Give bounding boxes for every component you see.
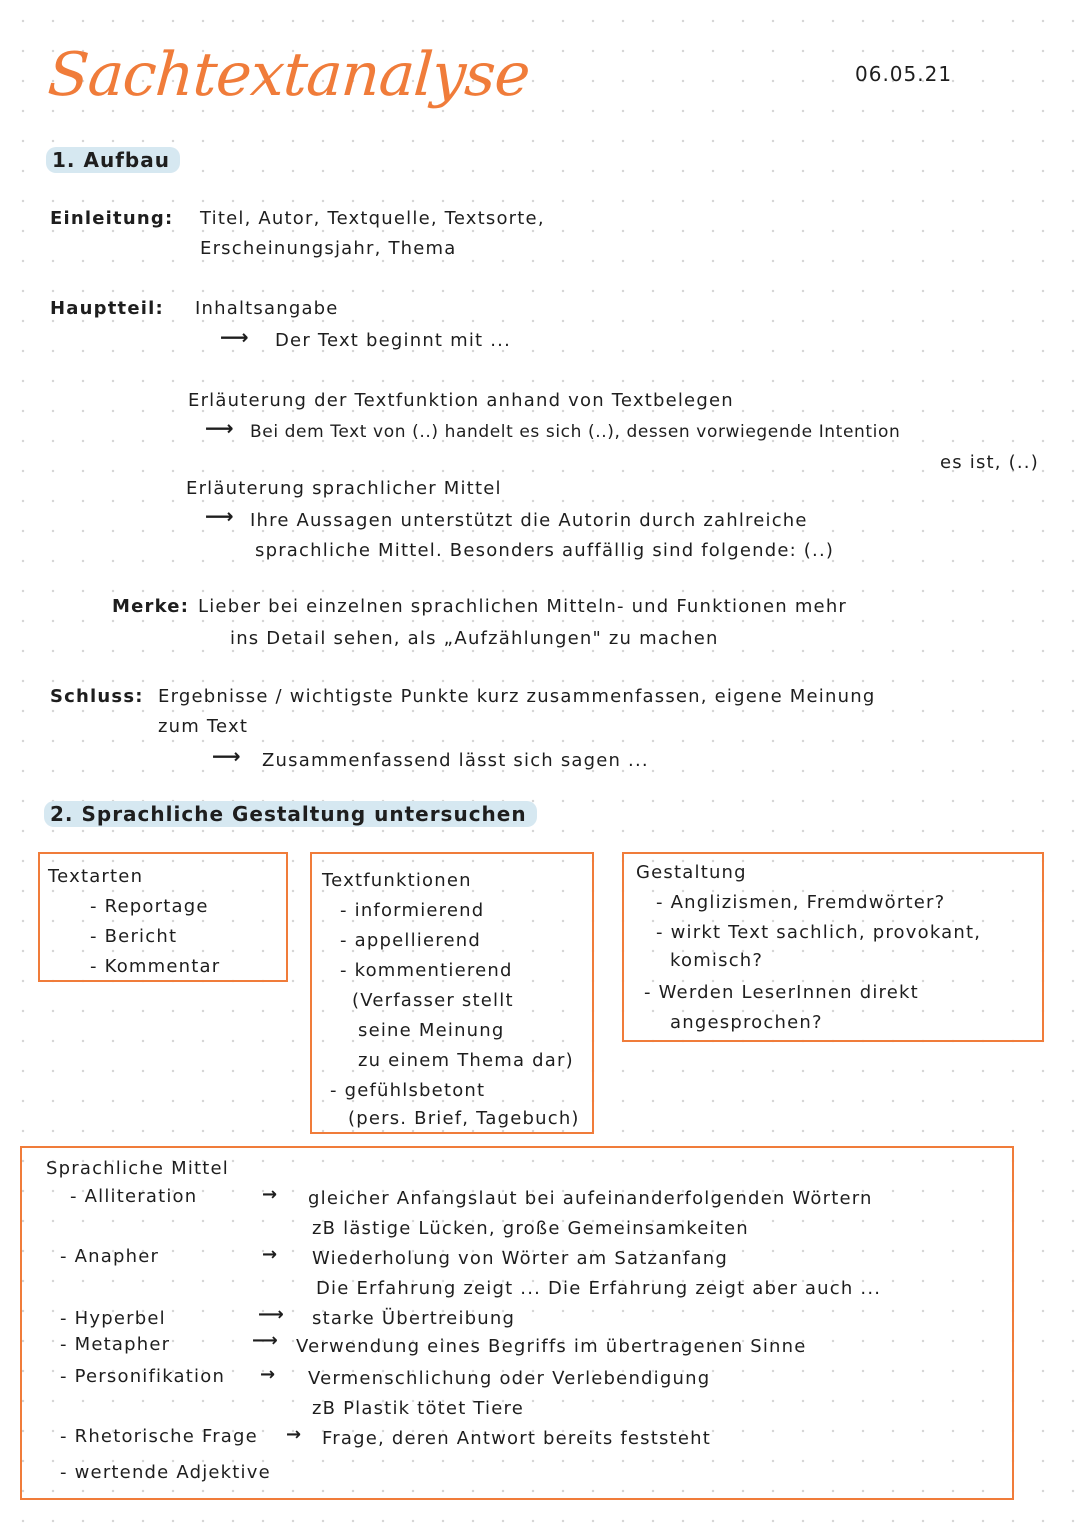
hauptteil-item1: Inhaltsangabe: [195, 298, 339, 319]
list-item: - appellierend: [340, 930, 481, 951]
hauptteil-item3-example-line1: Ihre Aussagen unterstützt die Autorin durch zahlreiche: [250, 510, 808, 531]
arrow-right-icon: →: [260, 1364, 277, 1385]
section-heading-aufbau: 1. Aufbau: [46, 148, 180, 172]
page-title: Sachtextanalyse: [45, 40, 532, 110]
section-heading-gestaltung: 2. Sprachliche Gestaltung untersuchen: [44, 802, 537, 826]
list-item: - Bericht: [90, 926, 178, 947]
date: 06.05.21: [855, 62, 953, 86]
list-item: - kommentierend: [340, 960, 513, 981]
arrow-right-icon: ⟶: [258, 1304, 286, 1325]
einleitung-line2: Erscheinungsjahr, Thema: [200, 238, 457, 259]
textarten-box: [38, 852, 288, 982]
schluss-line2: zum Text: [158, 716, 249, 737]
mittel-definition: Vermenschlichung oder Verlebendigung: [308, 1368, 711, 1389]
mittel-term: - Hyperbel: [60, 1308, 166, 1329]
hauptteil-item3-example-line2: sprachliche Mittel. Besonders auffällig sind folgende: (..): [255, 540, 835, 561]
schluss-line1: Ergebnisse / wichtigste Punkte kurz zusammenfassen, eigene Meinung: [158, 686, 876, 707]
gestaltung-box: [622, 852, 1044, 1042]
arrow-right-icon: →: [286, 1424, 303, 1445]
hauptteil-item2-example-line1: Bei dem Text von (..) handelt es sich (..), dessen vorwiegende Intention: [250, 422, 901, 442]
arrow-right-icon: ⟶: [212, 744, 241, 768]
mittel-example: Die Erfahrung zeigt ... Die Erfahrung zeigt aber auch ...: [316, 1278, 882, 1299]
hauptteil-item1-example: Der Text beginnt mit ...: [275, 330, 511, 351]
mittel-example: zB Plastik tötet Tiere: [312, 1398, 524, 1419]
merke-line1: Lieber bei einzelnen sprachlichen Mitteln- und Funktionen mehr: [198, 596, 848, 617]
arrow-right-icon: ⟶: [252, 1330, 280, 1351]
arrow-right-icon: ⟶: [220, 325, 249, 349]
list-item: - Anglizismen, Fremdwörter?: [656, 892, 946, 913]
mittel-definition: gleicher Anfangslaut bei aufeinanderfolgenden Wörtern: [308, 1188, 873, 1209]
mittel-definition: Verwendung eines Begriffs im übertragenen Sinne: [296, 1336, 807, 1357]
list-item: - Werden LeserInnen direkt: [644, 982, 919, 1003]
mittel-definition: starke Übertreibung: [312, 1308, 516, 1329]
arrow-right-icon: ⟶: [205, 504, 234, 528]
list-item: (pers. Brief, Tagebuch): [348, 1108, 580, 1129]
schluss-label: Schluss:: [50, 686, 144, 707]
list-item: komisch?: [670, 950, 764, 971]
schluss-example: Zusammenfassend lässt sich sagen ...: [262, 750, 649, 771]
hauptteil-item2-example-line2: es ist, (..): [940, 452, 1039, 473]
mittel-term: - Alliteration: [70, 1186, 198, 1207]
arrow-right-icon: →: [262, 1244, 279, 1265]
arrow-right-icon: ⟶: [205, 416, 234, 440]
hauptteil-item3: Erläuterung sprachlicher Mittel: [186, 478, 502, 499]
mittel-title: Sprachliche Mittel: [46, 1158, 230, 1179]
mittel-definition: Frage, deren Antwort bereits feststeht: [322, 1428, 711, 1449]
merke-line2: ins Detail sehen, als „Aufzählungen" zu machen: [230, 628, 719, 649]
einleitung-line1: Titel, Autor, Textquelle, Textsorte,: [200, 208, 545, 229]
list-item: - informierend: [340, 900, 485, 921]
textarten-title: Textarten: [48, 866, 144, 887]
mittel-term: - Metapher: [60, 1334, 171, 1355]
arrow-right-icon: →: [262, 1184, 279, 1205]
mittel-example: zB lästige Lücken, große Gemeinsamkeiten: [312, 1218, 749, 1239]
list-item: - Kommentar: [90, 956, 221, 977]
list-item: - wirkt Text sachlich, provokant,: [656, 922, 982, 943]
textfunktionen-box: [310, 852, 594, 1134]
mittel-term: - Anapher: [60, 1246, 160, 1267]
mittel-term: - wertende Adjektive: [60, 1462, 271, 1483]
hauptteil-label: Hauptteil:: [50, 298, 164, 319]
list-item: angesprochen?: [670, 1012, 823, 1033]
einleitung-label: Einleitung:: [50, 208, 174, 229]
list-item: - gefühlsbetont: [330, 1080, 486, 1101]
list-item: (Verfasser stellt: [352, 990, 514, 1011]
list-item: zu einem Thema dar): [358, 1050, 574, 1071]
list-item: seine Meinung: [358, 1020, 505, 1041]
textfunktionen-title: Textfunktionen: [322, 870, 472, 891]
mittel-term: - Personifikation: [60, 1366, 226, 1387]
sprachliche-mittel-box: [20, 1146, 1014, 1500]
gestaltung-title: Gestaltung: [636, 862, 747, 883]
list-item: - Reportage: [90, 896, 209, 917]
merke-label: Merke:: [112, 596, 190, 617]
hauptteil-item2: Erläuterung der Textfunktion anhand von Textbelegen: [188, 390, 734, 411]
mittel-term: - Rhetorische Frage: [60, 1426, 258, 1447]
mittel-definition: Wiederholung von Wörter am Satzanfang: [312, 1248, 728, 1269]
